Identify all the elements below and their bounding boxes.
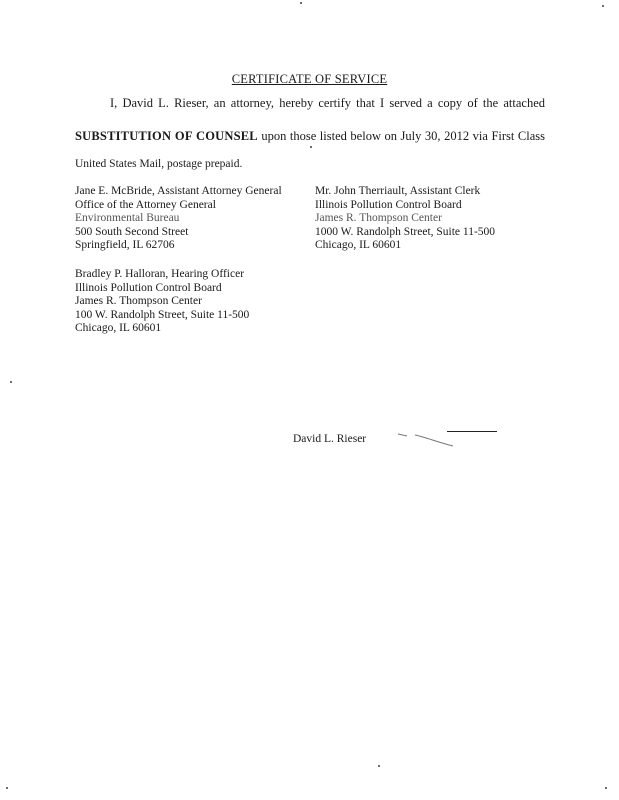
recipient-line: Jane E. McBride, Assistant Attorney General [75, 185, 282, 197]
recipient-line: Illinois Pollution Control Board [75, 281, 222, 294]
recipient-line: James R. Thompson Center [315, 212, 442, 224]
service-text: upon those listed below on July 30, 2012 via First Class [257, 129, 545, 143]
signature-scribble [395, 425, 460, 451]
recipient-line: 100 W. Randolph Street, Suite 11-500 [75, 308, 250, 321]
scan-speck [310, 146, 312, 148]
scan-speck [6, 787, 8, 789]
scan-speck [602, 5, 604, 7]
recipient-line: Environmental Bureau [75, 212, 180, 224]
recipient-line: Chicago, IL 60601 [315, 239, 402, 251]
scan-speck [378, 765, 380, 767]
certification-paragraph [75, 96, 545, 111]
recipient-line: Office of the Attorney General [75, 198, 216, 211]
document-name: SUBSTITUTION OF COUNSEL [75, 129, 258, 143]
service-method: United States Mail, postage prepaid. [75, 158, 243, 170]
recipient-line: Illinois Pollution Control Board [315, 198, 462, 211]
certification-text: I, David L. Rieser, an attorney, hereby certify that I served a copy of the attached [110, 96, 545, 110]
recipient-line: Bradley P. Halloran, Hearing Officer [75, 268, 245, 280]
recipient-block [75, 268, 249, 336]
service-paragraph [75, 129, 545, 144]
scan-speck [300, 2, 302, 4]
scan-speck [605, 787, 607, 789]
recipient-block [75, 185, 282, 253]
recipient-line: 1000 W. Randolph Street, Suite 11-500 [315, 225, 496, 238]
recipient-line: James R. Thompson Center [75, 295, 202, 307]
signatory-name: David L. Rieser [293, 433, 367, 445]
recipient-line: Springfield, IL 62706 [75, 239, 175, 251]
scan-speck [10, 381, 12, 383]
recipient-line: 500 South Second Street [75, 225, 189, 238]
recipient-line: Mr. John Therriault, Assistant Clerk [315, 185, 481, 197]
recipient-block [315, 185, 495, 253]
recipient-line: Chicago, IL 60601 [75, 322, 162, 334]
page-title: CERTIFICATE OF SERVICE [231, 72, 388, 86]
